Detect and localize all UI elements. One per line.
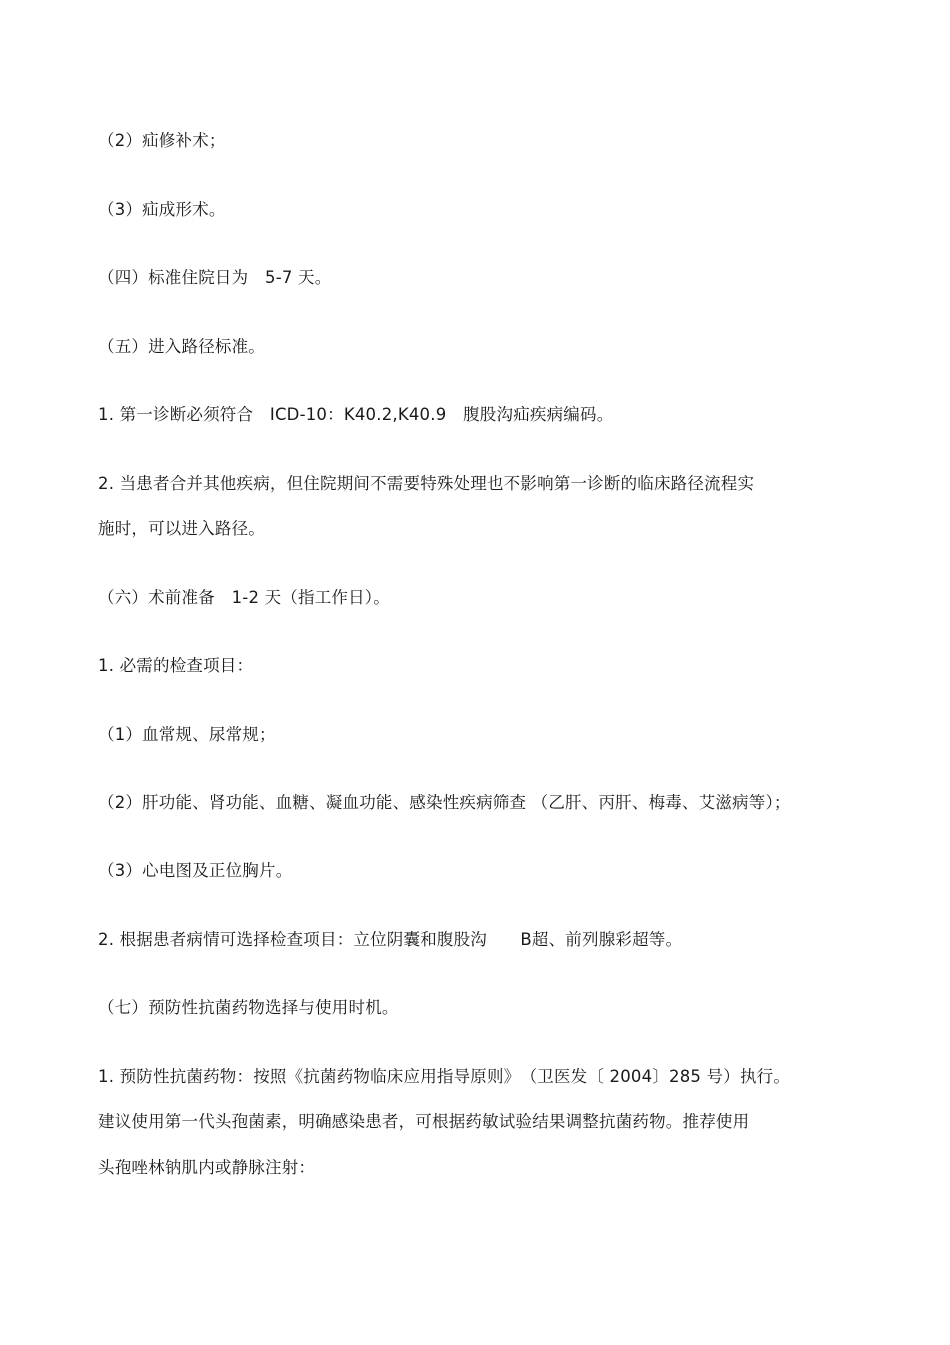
section-heading-pathway-entry: （五）进入路径标准。 [98, 337, 265, 356]
list-item-function-tests: （2）肝功能、肾功能、血糖、凝血功能、感染性疾病筛查 （乙肝、丙肝、梅毒、艾滋病等）； [98, 793, 791, 812]
paragraph-comorbidity-line-2: 施时，可以进入路径。 [98, 519, 265, 538]
list-item-ecg-xray: （3）心电图及正位胸片。 [98, 861, 293, 880]
list-item-hernioplasty: （3）疝成形术。 [98, 200, 226, 219]
section-heading-antibiotics: （七）预防性抗菌药物选择与使用时机。 [98, 998, 399, 1017]
paragraph-antibiotics-line-2: 建议使用第一代头孢菌素，明确感染患者，可根据药敏试验结果调整抗菌药物。推荐使用 [98, 1112, 750, 1131]
paragraph-antibiotics-line-1: 1. 预防性抗菌药物：按照《抗菌药物临床应用指导原则》 （卫医发〔 2004〕285 号）执行。 [98, 1067, 791, 1086]
paragraph-first-diagnosis: 1. 第一诊断必须符合 ICD-10：K40.2,K40.9 腹股沟疝疾病编码。 [98, 405, 614, 424]
paragraph-required-tests: 1. 必需的检查项目： [98, 656, 254, 675]
list-item-hernia-repair: （2）疝修补术； [98, 131, 226, 150]
section-heading-hospital-stay: （四）标准住院日为 5-7 天。 [98, 268, 332, 287]
paragraph-comorbidity-line-1: 2. 当患者合并其他疾病，但住院期间不需要特殊处理也不影响第一诊断的临床路径流程实 [98, 474, 755, 493]
list-item-blood-urine: （1）血常规、尿常规； [98, 725, 276, 744]
section-heading-preop-prep: （六）术前准备 1-2 天（指工作日）。 [98, 588, 390, 607]
paragraph-antibiotics-line-3: 头孢唑林钠肌内或静脉注射： [98, 1158, 316, 1177]
paragraph-optional-tests: 2. 根据患者病情可选择检查项目：立位阴囊和腹股沟 B超、前列腺彩超等。 [98, 930, 683, 949]
